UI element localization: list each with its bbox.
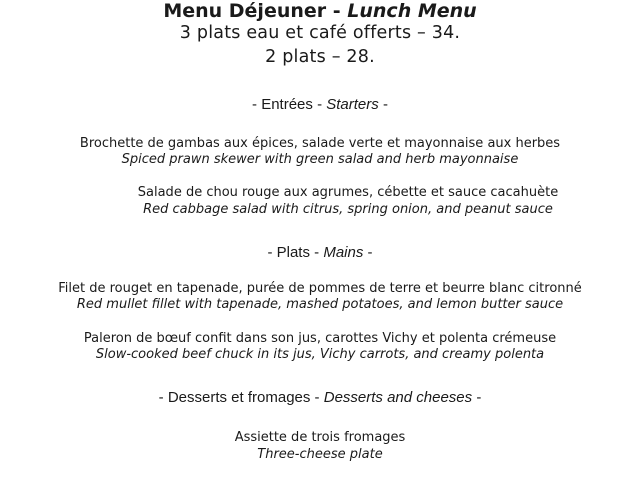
dish-english: Red mullet fillet with tapenade, mashed potatoes, and lemon butter sauce bbox=[76, 297, 564, 312]
menu-title-english: Lunch Menu bbox=[347, 0, 477, 22]
dish-english: Spiced prawn skewer with green salad and herb mayonnaise bbox=[121, 152, 519, 167]
section-heading-starters bbox=[0, 96, 640, 113]
dish-english: Red cabbage salad with citrus, spring onion, and peanut sauce bbox=[143, 202, 553, 217]
dish-english: Slow-cooked beef chuck in its jus, Vichy carrots, and creamy polenta bbox=[95, 347, 545, 362]
dish-french: Paleron de bœuf confit dans son jus, carottes Vichy et polenta crémeuse bbox=[83, 331, 557, 346]
dish-french: Assiette de trois fromages bbox=[234, 430, 406, 445]
price-three-courses: 3 plats eau et café offerts – 34. bbox=[179, 23, 461, 43]
menu-title bbox=[0, 0, 640, 22]
menu-title-french: Menu Déjeuner - bbox=[163, 0, 341, 22]
section-heading-french: - Plats - bbox=[267, 244, 320, 261]
section-heading-english: Starters bbox=[326, 96, 379, 113]
section-heading-suffix: - bbox=[382, 96, 388, 113]
section-heading-french: - Desserts et fromages - bbox=[158, 389, 320, 406]
dish-french: Filet de rouget en tapenade, purée de pommes de terre et beurre blanc citronné bbox=[58, 281, 582, 296]
section-heading-french: - Entrées - bbox=[252, 96, 323, 113]
dish-french: Salade de chou rouge aux agrumes, cébette et sauce cacahuète bbox=[137, 185, 559, 200]
price-two-courses: 2 plats – 28. bbox=[265, 47, 375, 67]
dish-french: Brochette de gambas aux épices, salade verte et mayonnaise aux herbes bbox=[79, 136, 561, 151]
dish-english: Three-cheese plate bbox=[257, 447, 383, 462]
section-heading-suffix: - bbox=[476, 389, 482, 406]
section-heading-desserts bbox=[0, 389, 640, 406]
section-heading-mains bbox=[0, 244, 640, 261]
section-heading-english: Desserts and cheeses bbox=[323, 389, 473, 406]
section-heading-suffix: - bbox=[367, 244, 373, 261]
section-heading-english: Mains bbox=[323, 244, 364, 261]
